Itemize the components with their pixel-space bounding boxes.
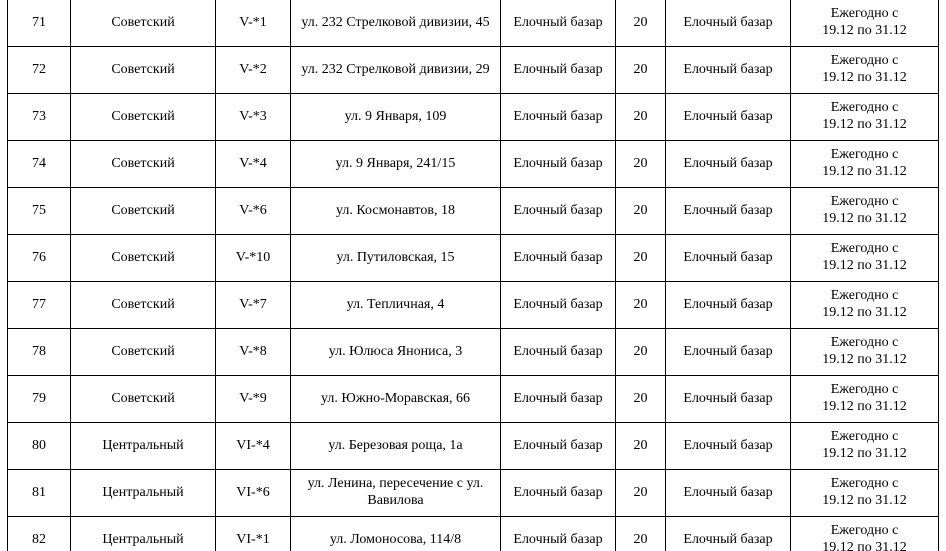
cell-address: ул. Путиловская, 15 bbox=[291, 235, 501, 282]
cell-specialization: Елочный базар bbox=[666, 94, 791, 141]
cell-market-type: Елочный базар bbox=[501, 188, 616, 235]
cell-trading-places: 20 bbox=[616, 517, 666, 551]
cell-site-code: VI-*6 bbox=[216, 470, 291, 517]
cell-row-number: 77 bbox=[8, 282, 71, 329]
cell-site-code: V-*6 bbox=[216, 188, 291, 235]
period-line-2: 19.12 по 31.12 bbox=[822, 446, 907, 461]
cell-address: ул. Тепличная, 4 bbox=[291, 282, 501, 329]
cell-district: Советский bbox=[71, 235, 216, 282]
cell-row-number: 80 bbox=[8, 423, 71, 470]
table-row bbox=[8, 470, 939, 517]
cell-site-code: VI-*1 bbox=[216, 517, 291, 551]
cell-operating-period bbox=[791, 423, 939, 470]
period-line-2: 19.12 по 31.12 bbox=[822, 305, 907, 320]
table-row bbox=[8, 141, 939, 188]
cell-row-number: 71 bbox=[8, 0, 71, 47]
cell-district: Центральный bbox=[71, 423, 216, 470]
cell-site-code: V-*4 bbox=[216, 141, 291, 188]
cell-specialization: Елочный базар bbox=[666, 141, 791, 188]
cell-address: ул. Космонавтов, 18 bbox=[291, 188, 501, 235]
cell-address: ул. Березовая роща, 1а bbox=[291, 423, 501, 470]
cell-row-number: 82 bbox=[8, 517, 71, 551]
cell-specialization: Елочный базар bbox=[666, 188, 791, 235]
cell-market-type: Елочный базар bbox=[501, 329, 616, 376]
cell-district: Советский bbox=[71, 47, 216, 94]
period-line-2: 19.12 по 31.12 bbox=[822, 70, 907, 85]
cell-district: Центральный bbox=[71, 517, 216, 551]
cell-market-type: Елочный базар bbox=[501, 141, 616, 188]
cell-trading-places: 20 bbox=[616, 0, 666, 47]
table-row bbox=[8, 329, 939, 376]
cell-specialization: Елочный базар bbox=[666, 423, 791, 470]
cell-trading-places: 20 bbox=[616, 235, 666, 282]
cell-site-code: V-*9 bbox=[216, 376, 291, 423]
cell-trading-places: 20 bbox=[616, 188, 666, 235]
cell-address: ул. Ленина, пересечение с ул. Вавилова bbox=[291, 470, 501, 517]
cell-site-code: V-*1 bbox=[216, 0, 291, 47]
cell-market-type: Елочный базар bbox=[501, 470, 616, 517]
period-line-2: 19.12 по 31.12 bbox=[822, 258, 907, 273]
period-line-1: Ежегодно с bbox=[830, 241, 899, 257]
cell-address: ул. Юлюса Янониса, 3 bbox=[291, 329, 501, 376]
period-line-2: 19.12 по 31.12 bbox=[822, 399, 907, 414]
period-line-2: 19.12 по 31.12 bbox=[822, 540, 907, 551]
cell-operating-period bbox=[791, 376, 939, 423]
cell-site-code: V-*8 bbox=[216, 329, 291, 376]
cell-operating-period bbox=[791, 470, 939, 517]
table-row bbox=[8, 235, 939, 282]
cell-site-code: VI-*4 bbox=[216, 423, 291, 470]
period-line-2: 19.12 по 31.12 bbox=[822, 493, 907, 508]
cell-market-type: Елочный базар bbox=[501, 235, 616, 282]
cell-operating-period bbox=[791, 235, 939, 282]
cell-address: ул. 232 Стрелковой дивизии, 29 bbox=[291, 47, 501, 94]
period-line-1: Ежегодно с bbox=[830, 194, 899, 210]
cell-operating-period bbox=[791, 517, 939, 551]
cell-address: ул. 232 Стрелковой дивизии, 45 bbox=[291, 0, 501, 47]
cell-district: Советский bbox=[71, 329, 216, 376]
cell-trading-places: 20 bbox=[616, 329, 666, 376]
cell-row-number: 75 bbox=[8, 188, 71, 235]
cell-specialization: Елочный базар bbox=[666, 329, 791, 376]
table-row bbox=[8, 47, 939, 94]
period-line-1: Ежегодно с bbox=[830, 6, 899, 22]
cell-operating-period bbox=[791, 94, 939, 141]
period-line-2: 19.12 по 31.12 bbox=[822, 117, 907, 132]
markets-table bbox=[7, 0, 939, 551]
cell-market-type: Елочный базар bbox=[501, 517, 616, 551]
cell-district: Советский bbox=[71, 282, 216, 329]
cell-specialization: Елочный базар bbox=[666, 282, 791, 329]
period-line-2: 19.12 по 31.12 bbox=[822, 164, 907, 179]
cell-district: Советский bbox=[71, 141, 216, 188]
cell-trading-places: 20 bbox=[616, 47, 666, 94]
cell-site-code: V-*10 bbox=[216, 235, 291, 282]
cell-trading-places: 20 bbox=[616, 282, 666, 329]
cell-row-number: 72 bbox=[8, 47, 71, 94]
period-line-1: Ежегодно с bbox=[830, 53, 899, 69]
cell-district: Советский bbox=[71, 94, 216, 141]
cell-address: ул. 9 Января, 241/15 bbox=[291, 141, 501, 188]
cell-district: Советский bbox=[71, 0, 216, 47]
cell-market-type: Елочный базар bbox=[501, 47, 616, 94]
cell-specialization: Елочный базар bbox=[666, 0, 791, 47]
period-line-2: 19.12 по 31.12 bbox=[822, 211, 907, 226]
cell-market-type: Елочный базар bbox=[501, 94, 616, 141]
table-row bbox=[8, 282, 939, 329]
table-row bbox=[8, 376, 939, 423]
cell-market-type: Елочный базар bbox=[501, 282, 616, 329]
cell-operating-period bbox=[791, 47, 939, 94]
cell-operating-period bbox=[791, 188, 939, 235]
cell-operating-period bbox=[791, 282, 939, 329]
markets-table-body bbox=[8, 0, 939, 551]
table-row bbox=[8, 517, 939, 551]
cell-district: Центральный bbox=[71, 470, 216, 517]
table-row bbox=[8, 188, 939, 235]
cell-row-number: 78 bbox=[8, 329, 71, 376]
period-line-1: Ежегодно с bbox=[830, 100, 899, 116]
cell-site-code: V-*7 bbox=[216, 282, 291, 329]
period-line-1: Ежегодно с bbox=[830, 476, 899, 492]
cell-trading-places: 20 bbox=[616, 94, 666, 141]
cell-address: ул. Южно-Моравская, 66 bbox=[291, 376, 501, 423]
cell-site-code: V-*3 bbox=[216, 94, 291, 141]
cell-row-number: 76 bbox=[8, 235, 71, 282]
cell-row-number: 74 bbox=[8, 141, 71, 188]
period-line-1: Ежегодно с bbox=[830, 147, 899, 163]
period-line-1: Ежегодно с bbox=[830, 335, 899, 351]
table-row bbox=[8, 423, 939, 470]
cell-address: ул. Ломоносова, 114/8 bbox=[291, 517, 501, 551]
cell-row-number: 73 bbox=[8, 94, 71, 141]
cell-market-type: Елочный базар bbox=[501, 423, 616, 470]
cell-specialization: Елочный базар bbox=[666, 517, 791, 551]
cell-trading-places: 20 bbox=[616, 141, 666, 188]
cell-trading-places: 20 bbox=[616, 376, 666, 423]
period-line-1: Ежегодно с bbox=[830, 429, 899, 445]
period-line-2: 19.12 по 31.12 bbox=[822, 352, 907, 367]
cell-address: ул. 9 Января, 109 bbox=[291, 94, 501, 141]
cell-row-number: 81 bbox=[8, 470, 71, 517]
cell-row-number: 79 bbox=[8, 376, 71, 423]
period-line-1: Ежегодно с bbox=[830, 382, 899, 398]
cell-district: Советский bbox=[71, 376, 216, 423]
cell-operating-period bbox=[791, 0, 939, 47]
cell-site-code: V-*2 bbox=[216, 47, 291, 94]
period-line-1: Ежегодно с bbox=[830, 288, 899, 304]
cell-trading-places: 20 bbox=[616, 423, 666, 470]
cell-specialization: Елочный базар bbox=[666, 235, 791, 282]
cell-specialization: Елочный базар bbox=[666, 470, 791, 517]
cell-operating-period bbox=[791, 329, 939, 376]
cell-district: Советский bbox=[71, 188, 216, 235]
cell-trading-places: 20 bbox=[616, 470, 666, 517]
period-line-2: 19.12 по 31.12 bbox=[822, 23, 907, 38]
table-row bbox=[8, 0, 939, 47]
cell-specialization: Елочный базар bbox=[666, 376, 791, 423]
cell-market-type: Елочный базар bbox=[501, 0, 616, 47]
table-row bbox=[8, 94, 939, 141]
cell-operating-period bbox=[791, 141, 939, 188]
period-line-1: Ежегодно с bbox=[830, 523, 899, 539]
cell-specialization: Елочный базар bbox=[666, 47, 791, 94]
cell-market-type: Елочный базар bbox=[501, 376, 616, 423]
